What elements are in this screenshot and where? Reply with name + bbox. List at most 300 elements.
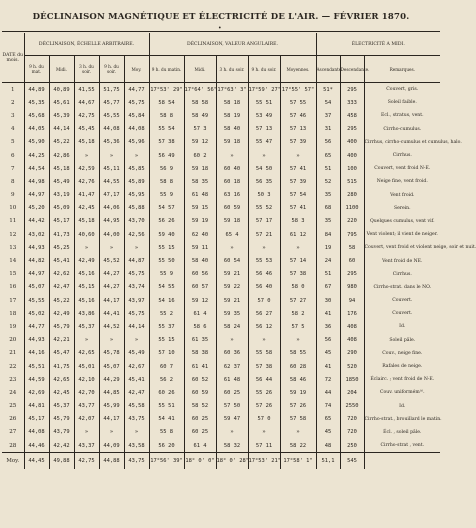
declinaison-arbitraire-cell: 44,55	[99, 175, 124, 188]
declinaison-angulaire-cell: 61 4	[184, 439, 216, 453]
declinaison-angulaire-cell: 57 0	[248, 413, 280, 426]
remarks-cell: Ecl., stratus, vent.	[380, 113, 424, 119]
declinaison-angulaire-cell: 55 52	[248, 202, 280, 215]
declinaison-arbitraire-cell: 45,01	[74, 360, 99, 373]
declinaison-arbitraire-cell: 45,22	[49, 294, 74, 307]
electricite-cell: 408	[340, 334, 364, 347]
remarks-cell: Couvert, vent froid N-E.	[374, 166, 431, 172]
declinaison-angulaire-cell: 57 26	[280, 400, 316, 413]
column-header: Remarques.	[364, 56, 440, 83]
electricite-cell: 100	[340, 162, 364, 175]
table-row	[2, 426, 440, 439]
table-row	[2, 136, 440, 149]
declinaison-arbitraire-cell: 45,11	[99, 162, 124, 175]
declinaison-arbitraire-cell: 43,79	[49, 426, 74, 439]
date-cell: 2	[2, 96, 24, 109]
declinaison-angulaire-cell: »	[280, 149, 316, 162]
declinaison-angulaire-cell: 62 40	[184, 228, 216, 241]
declinaison-arbitraire-cell: 43,75	[124, 453, 149, 470]
declinaison-angulaire-cell: »	[248, 426, 280, 439]
declinaison-arbitraire-cell: 43,37	[74, 439, 99, 453]
declinaison-arbitraire-cell: 42,70	[74, 386, 99, 399]
declinaison-arbitraire-cell: 44,95	[99, 215, 124, 228]
declinaison-arbitraire-cell: 44,97	[24, 189, 49, 202]
electricite-cell: 400	[340, 136, 364, 149]
declinaison-angulaire-cell: 60 40	[216, 162, 248, 175]
declinaison-angulaire-cell: »	[216, 426, 248, 439]
declinaison-arbitraire-cell: 43,70	[124, 215, 149, 228]
date-cell: 5	[2, 136, 24, 149]
table-row	[2, 400, 440, 413]
declinaison-arbitraire-cell: 43,02	[24, 228, 49, 241]
declinaison-arbitraire-cell: 42,10	[74, 373, 99, 386]
declinaison-angulaire-cell: 61 48	[216, 373, 248, 386]
declinaison-arbitraire-cell: 44,06	[99, 202, 124, 215]
declinaison-angulaire-cell: 56 20	[149, 439, 184, 453]
declinaison-arbitraire-cell: 45,39	[49, 109, 74, 122]
remarks-cell: Couv. uniformém⁽ᵗ⁾.	[380, 390, 425, 396]
electricite-cell: 45	[316, 426, 340, 439]
date-cell: 14	[2, 254, 24, 267]
declinaison-angulaire-cell: 54 50	[248, 162, 280, 175]
electricite-cell: 980	[340, 281, 364, 294]
date-cell: 19	[2, 320, 24, 333]
declinaison-arbitraire-cell: 44,41	[99, 307, 124, 320]
declinaison-arbitraire-cell: 45,20	[24, 202, 49, 215]
date-cell: 25	[2, 400, 24, 413]
declinaison-angulaire-cell: 63 16	[216, 189, 248, 202]
date-cell: 15	[2, 268, 24, 281]
declinaison-arbitraire-cell: 42,56	[124, 228, 149, 241]
declinaison-arbitraire-cell: 45,41	[49, 254, 74, 267]
declinaison-angulaire-cell: »	[280, 426, 316, 439]
declinaison-angulaire-cell: 61 35	[184, 334, 216, 347]
declinaison-arbitraire-cell: 41,75	[49, 360, 74, 373]
declinaison-angulaire-cell: 59 47	[216, 413, 248, 426]
date-cell: 6	[2, 149, 24, 162]
electricite-cell: 545	[340, 453, 364, 470]
declinaison-angulaire-cell: 59 21	[216, 268, 248, 281]
declinaison-arbitraire-cell: 45,07	[24, 281, 49, 294]
declinaison-angulaire-cell: 57 54	[280, 189, 316, 202]
declinaison-angulaire-cell: 65 4	[216, 228, 248, 241]
declinaison-angulaire-cell: 57 5	[280, 320, 316, 333]
declinaison-arbitraire-cell: 44,29	[99, 373, 124, 386]
electricite-cell: 795	[340, 228, 364, 241]
column-header: 3 h. du soir.	[216, 56, 248, 83]
declinaison-arbitraire-cell: 41,73	[49, 228, 74, 241]
declinaison-arbitraire-cell: 44,82	[24, 254, 49, 267]
electricite-cell: 35	[316, 215, 340, 228]
table-row	[2, 109, 440, 122]
date-cell: 20	[2, 334, 24, 347]
table-row	[2, 307, 440, 320]
remarks-cell: Couv., neige fine.	[382, 350, 423, 356]
declinaison-arbitraire-cell: 45,07	[99, 360, 124, 373]
electricite-cell: 41	[316, 360, 340, 373]
date-cell: 4	[2, 123, 24, 136]
declinaison-arbitraire-cell: »	[99, 241, 124, 254]
declinaison-arbitraire-cell: 44,77	[24, 320, 49, 333]
declinaison-angulaire-cell: 55 47	[248, 136, 280, 149]
electricite-cell: 84	[316, 228, 340, 241]
declinaison-arbitraire-cell: 45,16	[74, 294, 99, 307]
declinaison-arbitraire-cell: 45,96	[124, 136, 149, 149]
declinaison-angulaire-cell: 58 54	[149, 96, 184, 109]
declinaison-angulaire-cell: 58 8	[149, 109, 184, 122]
date-cell: 27	[2, 426, 24, 439]
declinaison-angulaire-cell: 57 13	[248, 123, 280, 136]
declinaison-angulaire-cell: 58 32	[216, 439, 248, 453]
declinaison-angulaire-cell: 56 9	[149, 162, 184, 175]
group-electricite: ÉLECTRICITÉ A MIDI.	[316, 33, 440, 56]
declinaison-arbitraire-cell: 42,69	[24, 386, 49, 399]
declinaison-angulaire-cell: 55 8	[149, 426, 184, 439]
electricite-cell: 290	[340, 347, 364, 360]
declinaison-angulaire-cell: 58 18	[216, 96, 248, 109]
declinaison-arbitraire-cell: 43,77	[74, 400, 99, 413]
page-title: DÉCLINAISON MAGNÉTIQUE ET ÉLECTRICITÉ DE L'AIR. — FÉVRIER 1870.	[32, 12, 410, 22]
declinaison-arbitraire-cell: 41,47	[74, 189, 99, 202]
column-header: 9 h. du matin.	[149, 56, 184, 83]
electricite-cell: 65	[316, 413, 340, 426]
declinaison-angulaire-cell: 58 19	[216, 109, 248, 122]
declinaison-arbitraire-cell: 42,47	[124, 386, 149, 399]
declinaison-angulaire-cell: 57 13	[280, 123, 316, 136]
declinaison-arbitraire-cell: »	[74, 334, 99, 347]
electricite-cell: 51,1	[316, 453, 340, 470]
column-header: 3 h. du soir.	[74, 56, 99, 83]
declinaison-arbitraire-cell: »	[124, 241, 149, 254]
declinaison-arbitraire-cell: 49,88	[49, 453, 74, 470]
declinaison-angulaire-cell: 57 0	[248, 294, 280, 307]
declinaison-angulaire-cell: 59 18	[216, 215, 248, 228]
declinaison-arbitraire-cell: 44,17	[99, 294, 124, 307]
electricite-cell: 51	[316, 162, 340, 175]
electricite-cell: 54	[316, 96, 340, 109]
table-row	[2, 334, 440, 347]
table-row	[2, 149, 440, 162]
table-row	[2, 241, 440, 254]
electricite-cell: 67	[316, 281, 340, 294]
remarks-cell: Soleil faible.	[387, 100, 417, 106]
declinaison-angulaire-cell: 59 19	[280, 386, 316, 399]
date-cell: 28	[2, 439, 24, 453]
declinaison-arbitraire-cell: 44,59	[24, 373, 49, 386]
declinaison-arbitraire-cell: 44,17	[99, 413, 124, 426]
electricite-cell: 30	[316, 294, 340, 307]
declinaison-angulaire-cell: »	[216, 334, 248, 347]
electricite-cell: 36	[316, 320, 340, 333]
remarks-cell: Cirrho-cumulus.	[383, 126, 422, 132]
electricite-cell: 280	[340, 189, 364, 202]
declinaison-arbitraire-cell: 45,95	[124, 189, 149, 202]
date-header: DATE du mois.	[2, 33, 24, 83]
declinaison-arbitraire-cell: 44,93	[24, 241, 49, 254]
declinaison-angulaire-cell: 60 26	[149, 386, 184, 399]
date-cell: 24	[2, 386, 24, 399]
electricite-cell: 51	[316, 268, 340, 281]
remarks-cell: Cirrhus.	[392, 153, 412, 159]
table-row	[2, 347, 440, 360]
column-header: 9 h. du soir.	[99, 56, 124, 83]
declinaison-angulaire-cell: 58 3	[280, 215, 316, 228]
table-row	[2, 202, 440, 215]
declinaison-angulaire-cell: 60 25	[184, 413, 216, 426]
declinaison-angulaire-cell: 61 41	[184, 360, 216, 373]
declinaison-arbitraire-cell: 42,76	[74, 175, 99, 188]
declinaison-angulaire-cell: 59 15	[184, 202, 216, 215]
declinaison-arbitraire-cell: 45,79	[49, 413, 74, 426]
declinaison-angulaire-cell: »	[216, 149, 248, 162]
electricite-cell: 720	[340, 426, 364, 439]
remarks-cell: Éclairc. ; vent froid de N-E.	[370, 377, 435, 383]
declinaison-arbitraire-cell: 42,67	[124, 360, 149, 373]
declinaison-angulaire-cell: 58 35	[184, 175, 216, 188]
declinaison-angulaire-cell: 54 55	[149, 281, 184, 294]
declinaison-angulaire-cell: 60 59	[184, 386, 216, 399]
declinaison-angulaire-cell: 60 57	[184, 281, 216, 294]
date-cell: 17	[2, 294, 24, 307]
declinaison-angulaire-cell: 57 11	[248, 439, 280, 453]
declinaison-arbitraire-cell: 44,45	[24, 453, 49, 470]
column-header: Moyennes.	[280, 56, 316, 83]
declinaison-angulaire-cell: 59 12	[184, 294, 216, 307]
declinaison-arbitraire-cell: 42,42	[49, 439, 74, 453]
electricite-cell: 333	[340, 96, 364, 109]
declinaison-arbitraire-cell: 45,45	[74, 123, 99, 136]
electricite-cell: 1100	[340, 202, 364, 215]
declinaison-arbitraire-cell: 44,08	[124, 123, 149, 136]
declinaison-arbitraire-cell: 44,27	[99, 281, 124, 294]
declinaison-angulaire-cell: 58 52	[184, 400, 216, 413]
date-cell: 11	[2, 215, 24, 228]
declinaison-angulaire-cell: 60 52	[184, 373, 216, 386]
declinaison-angulaire-cell: »	[248, 334, 280, 347]
declinaison-arbitraire-cell: 42,62	[49, 268, 74, 281]
table-row	[2, 320, 440, 333]
electricite-cell: 74	[316, 400, 340, 413]
date-cell: 23	[2, 373, 24, 386]
declinaison-arbitraire-cell: 40,60	[74, 228, 99, 241]
declinaison-arbitraire-cell: 44,52	[99, 320, 124, 333]
remarks-cell: Rafales de neige.	[382, 364, 423, 370]
declinaison-arbitraire-cell: 45,78	[99, 347, 124, 360]
declinaison-angulaire-cell: 57 55	[280, 96, 316, 109]
declinaison-angulaire-cell: 58 0	[280, 281, 316, 294]
declinaison-angulaire-cell: 58 6	[184, 320, 216, 333]
electricite-cell: 458	[340, 109, 364, 122]
electricite-cell: 515	[340, 175, 364, 188]
remarks-cell: Couvert, vent froid et violent neige, soir et nuit.	[364, 245, 476, 251]
declinaison-arbitraire-cell: 44,93	[24, 334, 49, 347]
declinaison-arbitraire-cell: 44,16	[24, 347, 49, 360]
table-row	[2, 439, 440, 453]
electricite-cell: 58	[340, 241, 364, 254]
declinaison-arbitraire-cell: 42,45	[74, 202, 99, 215]
column-header: 9 h. du soir.	[248, 56, 280, 83]
table-row	[2, 123, 440, 136]
declinaison-angulaire-cell: 54 16	[149, 294, 184, 307]
column-header: Ascendante.	[316, 56, 340, 83]
declinaison-angulaire-cell: 58 49	[184, 109, 216, 122]
declinaison-arbitraire-cell: 44,81	[24, 400, 49, 413]
remarks-cell: Cirrho-strat. dans le NO.	[373, 284, 432, 290]
declinaison-arbitraire-cell: 45,75	[124, 307, 149, 320]
declinaison-arbitraire-cell: »	[124, 426, 149, 439]
declinaison-arbitraire-cell: 42,75	[74, 109, 99, 122]
declinaison-arbitraire-cell: 45,37	[49, 400, 74, 413]
table-row	[2, 162, 440, 175]
declinaison-arbitraire-cell: 45,84	[124, 109, 149, 122]
remarks-cell: Cirrho-strat., brouillard le matin.	[364, 416, 442, 422]
declinaison-arbitraire-cell: »	[74, 241, 99, 254]
declinaison-arbitraire-cell: 45,89	[124, 175, 149, 188]
declinaison-arbitraire-cell: 40,89	[49, 83, 74, 97]
declinaison-arbitraire-cell: 44,27	[99, 268, 124, 281]
remarks-cell: Couvert, gris.	[386, 87, 419, 93]
declinaison-arbitraire-cell: 42,75	[74, 453, 99, 470]
declinaison-arbitraire-cell: 45,36	[99, 136, 124, 149]
declinaison-angulaire-cell: 59 21	[216, 294, 248, 307]
title-ornament: •	[218, 25, 222, 32]
remarks-cell: Soleil pâle.	[389, 337, 416, 343]
remarks-cell: Vent violent; il vient de neiger.	[366, 232, 438, 238]
electricite-cell: 408	[340, 320, 364, 333]
declinaison-arbitraire-cell: 45,17	[49, 215, 74, 228]
electricite-cell: 295	[340, 83, 364, 97]
declinaison-angulaire-cell: 60 25	[216, 386, 248, 399]
declinaison-angulaire-cell: 55 37	[149, 320, 184, 333]
table-row	[2, 175, 440, 188]
declinaison-angulaire-cell: 56 35	[248, 175, 280, 188]
electricite-cell: 94	[340, 294, 364, 307]
declinaison-arbitraire-cell: 42,59	[74, 162, 99, 175]
declinaison-arbitraire-cell: 45,90	[24, 136, 49, 149]
remarks-cell: Couvert.	[392, 311, 413, 317]
declinaison-arbitraire-cell: 42,65	[49, 373, 74, 386]
table-row	[2, 360, 440, 373]
electricite-cell: 520	[340, 360, 364, 373]
date-cell: 26	[2, 413, 24, 426]
declinaison-angulaire-cell: 54 57	[149, 202, 184, 215]
declinaison-arbitraire-cell: 45,77	[99, 96, 124, 109]
declinaison-angulaire-cell: 58 22	[280, 439, 316, 453]
declinaison-arbitraire-cell: »	[74, 149, 99, 162]
declinaison-arbitraire-cell: 42,21	[49, 334, 74, 347]
electricite-cell: 60	[340, 254, 364, 267]
electricite-cell: 52	[316, 175, 340, 188]
declinaison-arbitraire-cell: 44,08	[99, 123, 124, 136]
declinaison-arbitraire-cell: 45,15	[74, 281, 99, 294]
declinaison-angulaire-cell: 55 2	[149, 307, 184, 320]
declinaison-arbitraire-cell: 45,55	[24, 294, 49, 307]
top-rule	[2, 31, 440, 32]
declinaison-arbitraire-cell: 45,55	[99, 109, 124, 122]
declinaison-arbitraire-cell: 42,86	[49, 149, 74, 162]
declinaison-arbitraire-cell: »	[99, 426, 124, 439]
electricite-cell: 250	[340, 439, 364, 453]
date-cell: 21	[2, 347, 24, 360]
electricite-cell: 1850	[340, 373, 364, 386]
electricite-cell: 24	[316, 254, 340, 267]
declinaison-angulaire-cell: 58 58	[184, 96, 216, 109]
declinaison-arbitraire-cell: 44,97	[24, 268, 49, 281]
declinaison-arbitraire-cell: 45,09	[49, 202, 74, 215]
declinaison-angulaire-cell: 17°55' 57"	[280, 83, 316, 97]
declinaison-arbitraire-cell: 44,05	[24, 123, 49, 136]
declinaison-arbitraire-cell: 42,45	[49, 386, 74, 399]
declinaison-angulaire-cell: »	[280, 334, 316, 347]
declinaison-angulaire-cell: 55 51	[248, 96, 280, 109]
electricite-cell: 2550	[340, 400, 364, 413]
declinaison-angulaire-cell: 60 2	[184, 149, 216, 162]
declinaison-arbitraire-cell: 44,67	[74, 96, 99, 109]
remarks-cell: Quelques cumulus, vent vif.	[370, 218, 435, 224]
declinaison-angulaire-cell: 57 38	[280, 268, 316, 281]
declinaison-arbitraire-cell: 45,75	[124, 96, 149, 109]
declinaison-arbitraire-cell: 45,17	[24, 413, 49, 426]
declinaison-arbitraire-cell: 45,85	[124, 162, 149, 175]
declinaison-angulaire-cell: 59 18	[184, 162, 216, 175]
table-row	[2, 228, 440, 241]
declinaison-arbitraire-cell: »	[99, 334, 124, 347]
declinaison-arbitraire-cell: 44,89	[24, 83, 49, 97]
declinaison-angulaire-cell: 17°53' 29"	[149, 83, 184, 97]
declinaison-angulaire-cell: 56 46	[248, 268, 280, 281]
declinaison-angulaire-cell: 56 27	[248, 307, 280, 320]
remarks-cell: Serein.	[393, 205, 411, 211]
electricite-cell: 72	[316, 373, 340, 386]
declinaison-angulaire-cell: 17°63' 3"	[216, 83, 248, 97]
declinaison-angulaire-cell: 61 48	[184, 189, 216, 202]
declinaison-angulaire-cell: 53 49	[248, 109, 280, 122]
declinaison-angulaire-cell: 57 50	[216, 400, 248, 413]
declinaison-arbitraire-cell: 45,99	[99, 400, 124, 413]
date-cell: 3	[2, 109, 24, 122]
declinaison-angulaire-cell: 57 41	[280, 162, 316, 175]
declinaison-arbitraire-cell: »	[99, 149, 124, 162]
table-row	[2, 413, 440, 426]
declinaison-angulaire-cell: 59 18	[216, 136, 248, 149]
electricite-cell: 48	[316, 439, 340, 453]
group-declinaison-arbitraire: DÉCLINAISON, ÉCHELLE ARBITRAIRE.	[24, 33, 149, 56]
declinaison-arbitraire-cell: 43,97	[124, 294, 149, 307]
declinaison-angulaire-cell: 58 8	[149, 175, 184, 188]
declinaison-angulaire-cell: 56 44	[248, 373, 280, 386]
declinaison-angulaire-cell: 57 26	[248, 400, 280, 413]
declinaison-angulaire-cell: 17°58' 1"	[280, 453, 316, 470]
declinaison-angulaire-cell: 60 25	[184, 426, 216, 439]
declinaison-arbitraire-cell: 44,88	[99, 453, 124, 470]
declinaison-arbitraire-cell: 44,42	[24, 215, 49, 228]
declinaison-arbitraire-cell: 45,18	[74, 136, 99, 149]
table-row	[2, 83, 440, 97]
declinaison-angulaire-cell: 60 7	[149, 360, 184, 373]
table-row	[2, 281, 440, 294]
declinaison-angulaire-cell: 61 12	[280, 228, 316, 241]
table-row	[2, 386, 440, 399]
declinaison-arbitraire-cell: 43,86	[74, 307, 99, 320]
declinaison-angulaire-cell: 60 56	[184, 268, 216, 281]
remarks-cell: Couvert.	[392, 298, 413, 304]
declinaison-angulaire-cell: »	[280, 241, 316, 254]
declinaison-angulaire-cell: 56 12	[248, 320, 280, 333]
declinaison-arbitraire-cell: »	[124, 334, 149, 347]
declinaison-arbitraire-cell: »	[124, 149, 149, 162]
declinaison-angulaire-cell: 55 9	[149, 268, 184, 281]
declinaison-arbitraire-cell: 45,68	[24, 109, 49, 122]
